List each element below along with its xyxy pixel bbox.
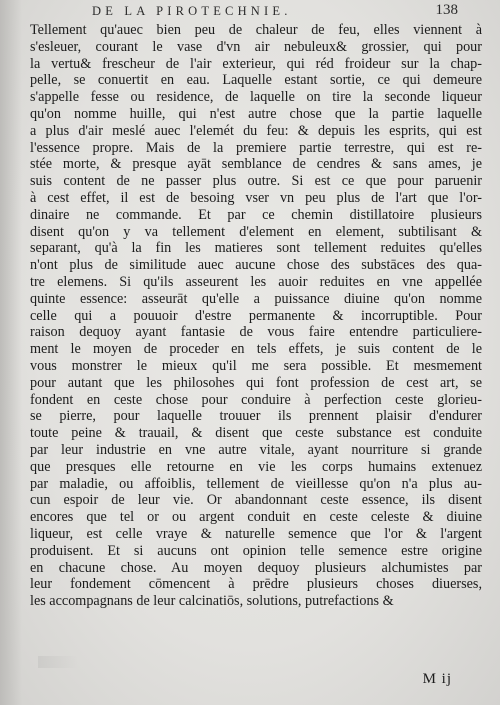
text-line: en chacune chose. Au moyen dequoy plusieurs alchumistes par (30, 559, 482, 576)
text-line: fondent en ceste chose pour conduire à perfection ceste glorieu- (30, 391, 482, 408)
text-line: celle qui a pouuoir d'estre permanente & incorruptible. Pour (30, 307, 482, 324)
text-line: liqueur, est celle vraye & naturelle semence que l'or & l'argent (30, 525, 482, 542)
text-line: toute peine & trauail, & disent que ceste substance est conduite (30, 425, 482, 442)
text-line: disent qu'on y va tellement d'element en element, subtilisant & (30, 223, 482, 240)
text-line: s'esleuer, courant le vase d'vn air nebuleux& grossier, qui pour (30, 38, 482, 55)
text-line: que presques elle retourne en vie les corps humains extenuez (30, 458, 482, 475)
text-line: pour autant que les philosohes qui font profession de cest art, se (30, 374, 482, 391)
page-header (26, 2, 472, 22)
text-line: les accompagnans de leur calcinatiōs, solutions, putrefactions & (30, 593, 394, 610)
text-line: n'ont plus de similitude auec aucune chose des substāces des qua- (30, 257, 482, 274)
text-line: quinte essence: asseurāt qu'elle a puissance diuine qu'on nomme (30, 290, 482, 307)
signature-mark: M ij (422, 671, 452, 687)
text-line: suis content de ne passer plus outre. Si est ce que pour paruenir (30, 173, 482, 190)
text-line: par leur industrie en vne autre vitale, ayant nourriture si grande (30, 441, 482, 458)
text-line: pelle, se conuertit en eau. Laquelle estant sortie, ce qui demeure (30, 72, 482, 89)
text-line: produisent. Et si aucuns ont opinion telle semence estre origine (30, 542, 482, 559)
text-line: tre elemens. Si qu'ils asseurent les auoir reduites en vne appellée (30, 273, 482, 290)
text-line: cun espoir de leur vie. Or abandonnant ceste essence, ils disent (30, 492, 482, 509)
running-title: DE LA PIROTECHNIE. (92, 4, 292, 18)
text-line: vous monstrer le mieux qu'il me sera possible. Et mesmement (30, 357, 482, 374)
text-line: dinaire ne commande. Et par ce chemin distillatoire plusieurs (30, 206, 482, 223)
text-line: separant, qu'à la fin les matieres sont tellement reduites qu'elles (30, 240, 482, 257)
text-line: par maladie, ou affoiblis, tellement de vieillesse qu'on n'a plus au- (30, 475, 482, 492)
text-line: se pierre, pour laquelle trouuer ils prennent plaisir d'endurer (30, 408, 482, 425)
text-line: l'essence propre. Mais de la premiere partie terrestre, qui est re- (30, 139, 482, 156)
text-line: à cest effet, il est de besoing vser vn peu plus de l'art que l'or- (30, 189, 482, 206)
text-line: encores que tel or ou argent conduit en ceste celeste & diuine (30, 509, 482, 526)
show-through-mark (38, 656, 78, 668)
page-number: 138 (435, 2, 458, 18)
text-line: a plus d'air meslé auec l'elemét du feu: & depuis les esprits, qui est (30, 122, 482, 139)
text-line: la vertu& frescheur de l'air exterieur, qui réd froideur sur la chap- (30, 55, 482, 72)
body-text (30, 22, 482, 610)
text-line: stée morte, & presque ayāt semblance de cendres & sans ames, je (30, 156, 482, 173)
text-line: qu'on nomme huille, qui n'est autre chose que la partie laquelle (30, 105, 482, 122)
text-line: Tellement qu'auec bien peu de chaleur de feu, elles viennent à (30, 22, 482, 38)
text-line: ment le moyen de proceder en tels effets, je suis content de le (30, 341, 482, 358)
text-line: s'appelle fesse ou residence, de laquelle on tire la seconde liqueur (30, 89, 482, 106)
text-line: leur fondement cōmencent à prēdre plusieurs choses diuerses, (30, 576, 482, 593)
text-line: raison dequoy ayant fantasie de vous faire entendre particuliere- (30, 324, 482, 341)
